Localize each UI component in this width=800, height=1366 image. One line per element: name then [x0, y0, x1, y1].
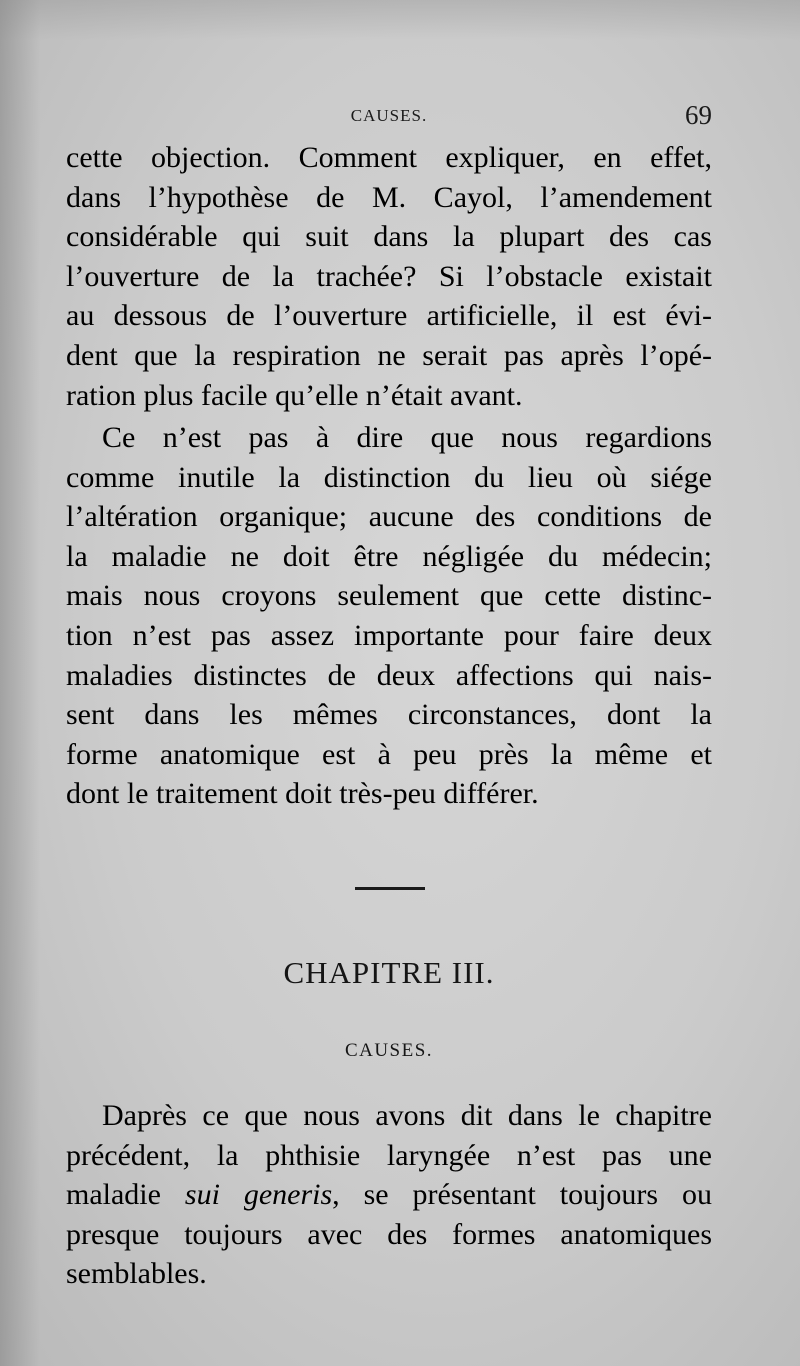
text-line: au dessous de l’ouverture artificielle, il est évi- [66, 299, 712, 333]
text-line: l’altération organique; aucune des conditions de [66, 500, 712, 534]
text-line: dans l’hypothèse de M. Cayol, l’amendement [66, 180, 712, 214]
section-title: CAUSES. [344, 1040, 434, 1061]
text-line: ration plus facile qu’elle n’était avant. [66, 378, 523, 412]
italic-phrase: sui generis [184, 1178, 333, 1212]
running-head-title: CAUSES. [350, 106, 428, 125]
text-line: l’ouverture de la trachée? Si l’obstacle existait [66, 259, 712, 293]
text-line: tion n’est pas assez importante pour faire deux [66, 618, 712, 652]
text-line: maladies distinctes de deux affections qui nais- [66, 658, 712, 692]
chapter-title: CHAPITRE III. [283, 955, 495, 990]
text-line: comme inutile la distinction du lieu où siége [66, 460, 712, 494]
section-divider-rule [355, 887, 425, 890]
text-line: la maladie ne doit être négligée du médecin; [66, 539, 712, 573]
text-line: mais nous croyons seulement que cette distinc- [66, 579, 712, 613]
text-line: considérable qui suit dans la plupart des cas [66, 220, 712, 254]
text-line: presque toujours avec des formes anatomiques [66, 1217, 712, 1251]
text-line [66, 1175, 712, 1215]
text-line: Ce n’est pas à dire que nous regardions [102, 421, 712, 454]
text-line: Daprès ce que nous avons dit dans le chapitre [102, 1099, 712, 1132]
text-segment: maladie [66, 1178, 185, 1212]
text-line: dont le traitement doit très-peu différer. [66, 777, 539, 811]
text-line: forme anatomique est à peu près la même et [66, 737, 712, 771]
running-head [66, 100, 712, 136]
text-line: dent que la respiration ne serait pas après l’opé- [66, 338, 712, 372]
paragraph-3 [66, 1096, 712, 1294]
page-number: 69 [685, 100, 712, 130]
paragraph-1 [66, 138, 712, 415]
text-segment: , se présentant toujours ou [332, 1178, 713, 1212]
text-line: sent dans les mêmes circonstances, dont la [66, 698, 712, 732]
text-line: précédent, la phthisie laryngée n’est pas une [66, 1138, 712, 1172]
text-line: semblables. [66, 1257, 207, 1291]
paragraph-2 [66, 418, 712, 814]
text-line: cette objection. Comment expliquer, en effet, [66, 141, 712, 174]
page-edge-shadow [0, 0, 40, 1366]
page-top-shadow [0, 0, 800, 40]
